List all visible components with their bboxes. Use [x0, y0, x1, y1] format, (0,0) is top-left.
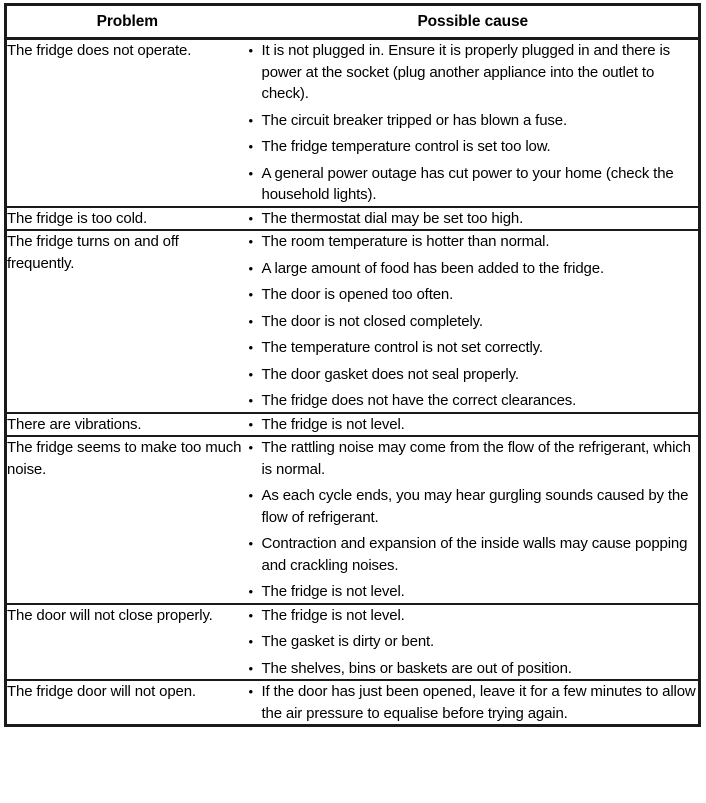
column-header-cause — [248, 5, 700, 39]
cause-text: A general power outage has cut power to your home (check the household lights). — [261, 164, 674, 203]
bullet-icon: • — [248, 440, 253, 455]
cause-list-item — [248, 533, 699, 576]
cause-list-item — [248, 208, 699, 230]
cause-text: If the door has just been opened, leave it for a few minutes to allow the air pressure to equalise before trying again. — [261, 683, 696, 722]
bullet-icon: • — [248, 488, 253, 503]
bullet-icon: • — [248, 607, 253, 623]
problem-text: There are vibrations. — [7, 415, 142, 433]
cause-list — [248, 414, 699, 436]
cause-list-item — [248, 605, 699, 627]
problem-cell — [6, 413, 248, 437]
cause-list-item — [248, 231, 699, 253]
cause-text: The shelves, bins or baskets are out of position. — [261, 659, 572, 677]
cause-list-item — [248, 311, 699, 333]
cause-text: The fridge is not level. — [261, 606, 405, 624]
problem-text: The fridge does not operate. — [7, 42, 192, 59]
bullet-icon: • — [248, 210, 253, 226]
table-row — [6, 207, 700, 231]
cause-cell — [248, 230, 700, 413]
cause-cell — [248, 680, 700, 726]
cause-list-item — [248, 110, 699, 132]
cause-list-item — [248, 681, 699, 724]
cause-text: The door gasket does not seal properly. — [261, 365, 519, 383]
cause-text: The temperature control is not set correctly. — [261, 339, 543, 356]
cause-text: The door is not closed completely. — [261, 312, 483, 330]
cause-list-item — [248, 40, 699, 105]
cause-text: The fridge temperature control is set too low. — [261, 138, 551, 155]
bullet-icon: • — [248, 584, 253, 599]
bullet-icon: • — [248, 313, 253, 329]
cause-text: The fridge is not level. — [261, 415, 405, 433]
cause-list-item — [248, 414, 699, 436]
cause-text: The door is opened too often. — [261, 286, 454, 303]
cause-text: As each cycle ends, you may hear gurgling sounds caused by the flow of refrigerant. — [261, 487, 689, 526]
cause-list — [248, 437, 699, 603]
cause-text: The circuit breaker tripped or has blown a fuse. — [261, 111, 567, 129]
troubleshooting-table — [4, 3, 701, 727]
cause-list-item — [248, 258, 699, 280]
table-body — [6, 39, 700, 726]
bullet-icon: • — [248, 260, 253, 276]
cause-text: It is not plugged in. Ensure it is properly plugged in and there is power at the socket (plug another appliance into the outlet to check). — [261, 42, 671, 102]
table-header-row — [6, 5, 700, 39]
cause-cell — [248, 436, 700, 604]
cause-list — [248, 605, 699, 680]
column-header-problem-label: Problem — [96, 13, 158, 30]
cause-text: The room temperature is hotter than normal. — [261, 233, 550, 250]
problem-cell — [6, 230, 248, 413]
cause-text: Contraction and expansion of the inside walls may cause popping and crackling noises. — [261, 535, 688, 574]
column-header-problem — [6, 5, 248, 39]
cause-text: The fridge does not have the correct clearances. — [261, 392, 577, 409]
cause-text: The thermostat dial may be set too high. — [261, 209, 524, 227]
cause-list-item — [248, 581, 699, 603]
cause-list-item — [248, 437, 699, 480]
bullet-icon: • — [248, 43, 253, 58]
cause-list-item — [248, 390, 699, 412]
bullet-icon: • — [248, 634, 253, 649]
bullet-icon: • — [248, 287, 253, 302]
bullet-icon: • — [248, 234, 253, 249]
problem-cell — [6, 436, 248, 604]
bullet-icon: • — [248, 536, 253, 551]
bullet-icon: • — [248, 112, 253, 128]
cause-list — [248, 681, 699, 724]
cause-list — [248, 231, 699, 412]
bullet-icon: • — [248, 416, 253, 432]
cause-cell — [248, 39, 700, 207]
cause-cell — [248, 604, 700, 681]
bullet-icon: • — [248, 684, 253, 699]
bullet-icon: • — [248, 366, 253, 382]
problem-text: The door will not close properly. — [7, 606, 213, 624]
column-header-cause-label: Possible cause — [417, 13, 529, 30]
cause-list-item — [248, 631, 699, 653]
cause-list — [248, 40, 699, 206]
cause-list-item — [248, 284, 699, 306]
bullet-icon: • — [248, 139, 253, 154]
cause-text: The rattling noise may come from the flow of the refrigerant, which is normal. — [261, 439, 691, 478]
problem-text: The fridge turns on and off frequently. — [7, 233, 179, 272]
table-row — [6, 604, 700, 681]
cause-text: The gasket is dirty or bent. — [261, 633, 435, 650]
cause-list-item — [248, 136, 699, 158]
problem-text: The fridge seems to make too much noise. — [7, 439, 242, 478]
bullet-icon: • — [248, 340, 253, 355]
problem-text: The fridge door will not open. — [7, 683, 196, 700]
cause-list — [248, 208, 699, 230]
bullet-icon: • — [248, 660, 253, 676]
table-row — [6, 436, 700, 604]
problem-text: The fridge is too cold. — [7, 209, 147, 227]
cause-cell — [248, 207, 700, 231]
problem-cell — [6, 680, 248, 726]
table-row — [6, 680, 700, 726]
problem-cell — [6, 604, 248, 681]
table-row — [6, 39, 700, 207]
table-row — [6, 413, 700, 437]
cause-text: The fridge is not level. — [261, 583, 405, 600]
table-header — [6, 5, 700, 39]
problem-cell — [6, 207, 248, 231]
table-row — [6, 230, 700, 413]
cause-list-item — [248, 337, 699, 359]
cause-list-item — [248, 658, 699, 680]
cause-text: A large amount of food has been added to the fridge. — [261, 259, 604, 277]
bullet-icon: • — [248, 165, 253, 181]
cause-cell — [248, 413, 700, 437]
cause-list-item — [248, 485, 699, 528]
cause-list-item — [248, 364, 699, 386]
bullet-icon: • — [248, 393, 253, 408]
cause-list-item — [248, 163, 699, 206]
problem-cell — [6, 39, 248, 207]
